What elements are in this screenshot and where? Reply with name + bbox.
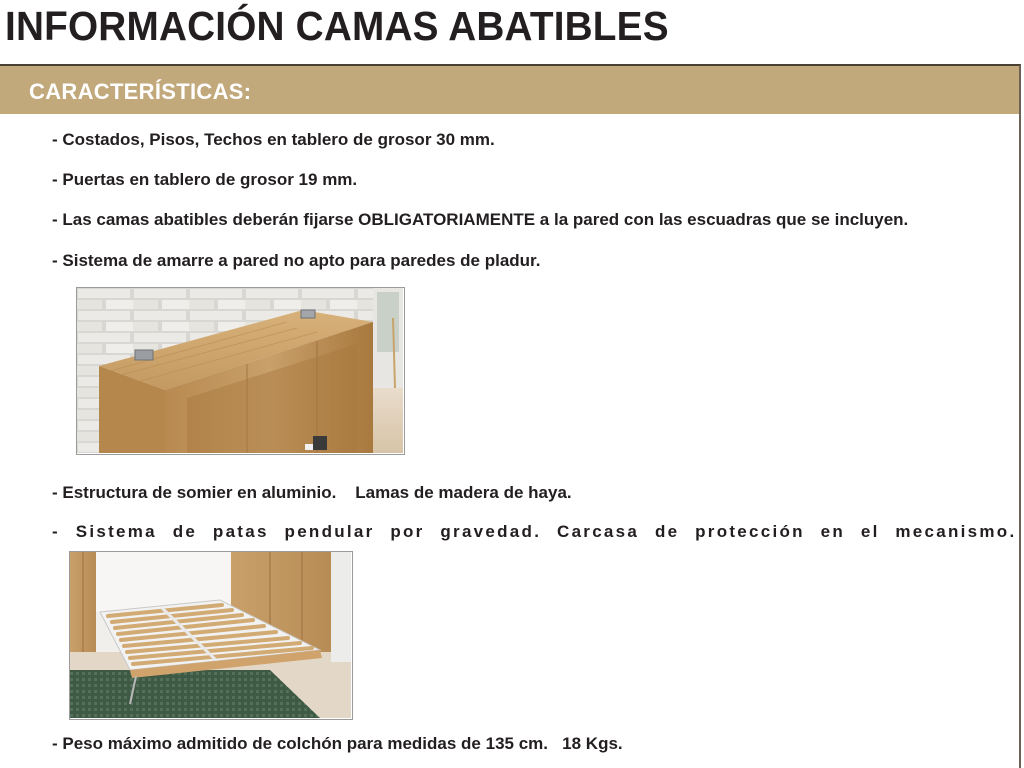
frame-text: - Estructura de somier en aluminio. Lamas de madera de haya.: [52, 483, 572, 502]
open-bed-slats-photo: [69, 551, 353, 720]
page-title: INFORMACIÓN CAMAS ABATIBLES: [5, 3, 669, 49]
bracket-mounting-photo: [76, 287, 405, 455]
mattress-weight-text: - Peso máximo admitido de colchón para medidas de 135 cm. 18 Kgs.: [52, 734, 623, 753]
feature-line-panels: - Costados, Pisos, Techos en tablero de grosor 30 mm.: [52, 130, 495, 149]
feature-line-drywall: - Sistema de amarre a pared no apto para paredes de pladur.: [52, 251, 541, 270]
feature-line-mattress-weight: [52, 734, 623, 754]
feature-line-frame: [52, 483, 572, 503]
section-header-band: [0, 66, 1019, 114]
feature-line-wall-fixing: - Las camas abatibles deberán fijarse OBLIGATORIAMENTE a la pared con las escuadras que se incluyen.: [52, 210, 909, 229]
section-heading: CARACTERÍSTICAS:: [29, 79, 252, 104]
feature-line-legs: - Sistema de patas pendular por gravedad. Carcasa de protección en el mecanismo.: [52, 522, 1017, 541]
feature-line-doors: - Puertas en tablero de grosor 19 mm.: [52, 170, 358, 189]
